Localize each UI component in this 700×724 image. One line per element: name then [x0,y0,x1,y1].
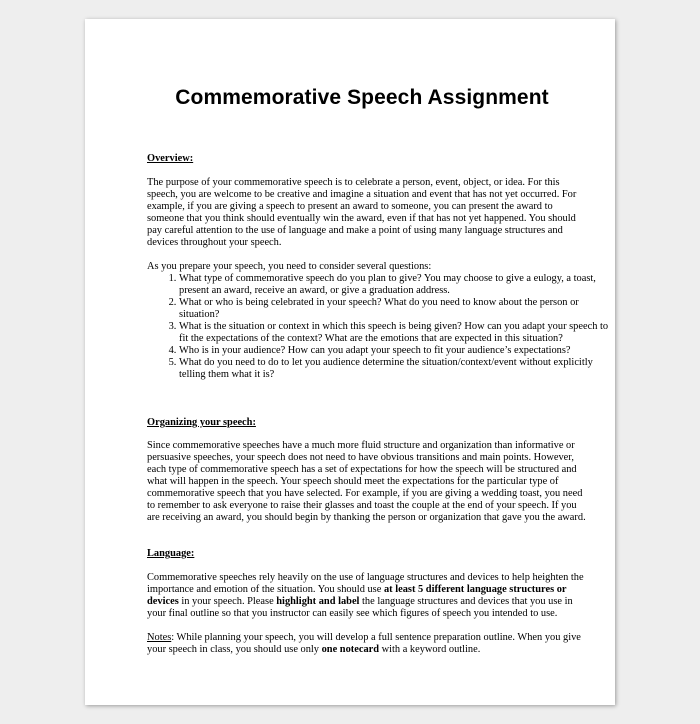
document-page [85,19,615,705]
language-text-3: the language structures and devices that you use in your final outline so that you instructor can easily see which figures of speech you intended to use. [147,596,573,619]
organizing-heading: Organizing your speech: [147,417,256,428]
notes-text-2: with a keyword outline. [379,644,481,655]
questions-intro: As you prepare your speech, you need to consider several questions: [147,261,432,272]
organizing-paragraph: Since commemorative speeches have a much more fluid structure and organization than informative or persuasive speeches, your speech does not need to have obvious transitions and main points. However, each type of commemorative speech has a set of expectations for how the speech will be structured and what will happen in the speech. Your speech should meet the expectations for the particular type of commemorative speech that you have selected. For example, if you are giving a wedding toast, you need to remember to ask everyone to raise their glasses and toast the couple at the end of your speech. If you are receiving an award, you should begin by thanking the person or organization that gave you the award. [147,440,586,523]
question-item: 3. What is the situation or context in which this speech is being given? How can you adapt your speech to fit the expectations of the context? What are the emotions that are expected in this situation? [179,321,619,345]
language-heading: Language: [147,548,195,559]
language-bold-2: highlight and label [276,596,360,607]
language-text-2: in your speech. Please [178,596,277,607]
notes-paragraph [147,632,587,656]
notes-bold: one notecard [321,644,380,655]
overview-heading: Overview: [147,153,194,164]
notes-text-1: : While planning your speech, you will develop a full sentence preparation outline. When you give your speech in class, you should use only [147,632,581,655]
question-item: 2. What or who is being celebrated in your speech? What do you need to know about the person or situation? [179,297,619,321]
question-item: 1. What type of commemorative speech do you plan to give? You may choose to give a eulogy, a toast, present an award, receive an award, or give a graduation address. [179,273,619,297]
language-text-1: Commemorative speeches rely heavily on the use of language structures and devices to help heighten the importance and emotion of the situation. You should use [147,572,584,595]
questions-list [147,273,619,381]
notes-label: Notes [147,632,172,643]
language-bold-1: at least 5 different language structures or devices [147,584,567,607]
language-paragraph [147,572,587,620]
question-item: 4. Who is in your audience? How can you adapt your speech to fit your audience’s expectations? [179,345,619,357]
question-item: 5. What do you need to do to let you audience determine the situation/context/event without explicitly telling them what it is? [179,357,619,381]
overview-paragraph: The purpose of your commemorative speech is to celebrate a person, event, object, or idea. For this speech, you are welcome to be creative and imagine a situation and event that has not yet occurred. For example, if you are giving a speech to present an award to someone, you can present the award to someone that you think should eventually win the award, even if that has not yet happened. You should pay careful attention to the use of language and make a point of using many language structures and devices throughout your speech. [147,177,577,248]
document-title: Commemorative Speech Assignment [175,86,549,109]
